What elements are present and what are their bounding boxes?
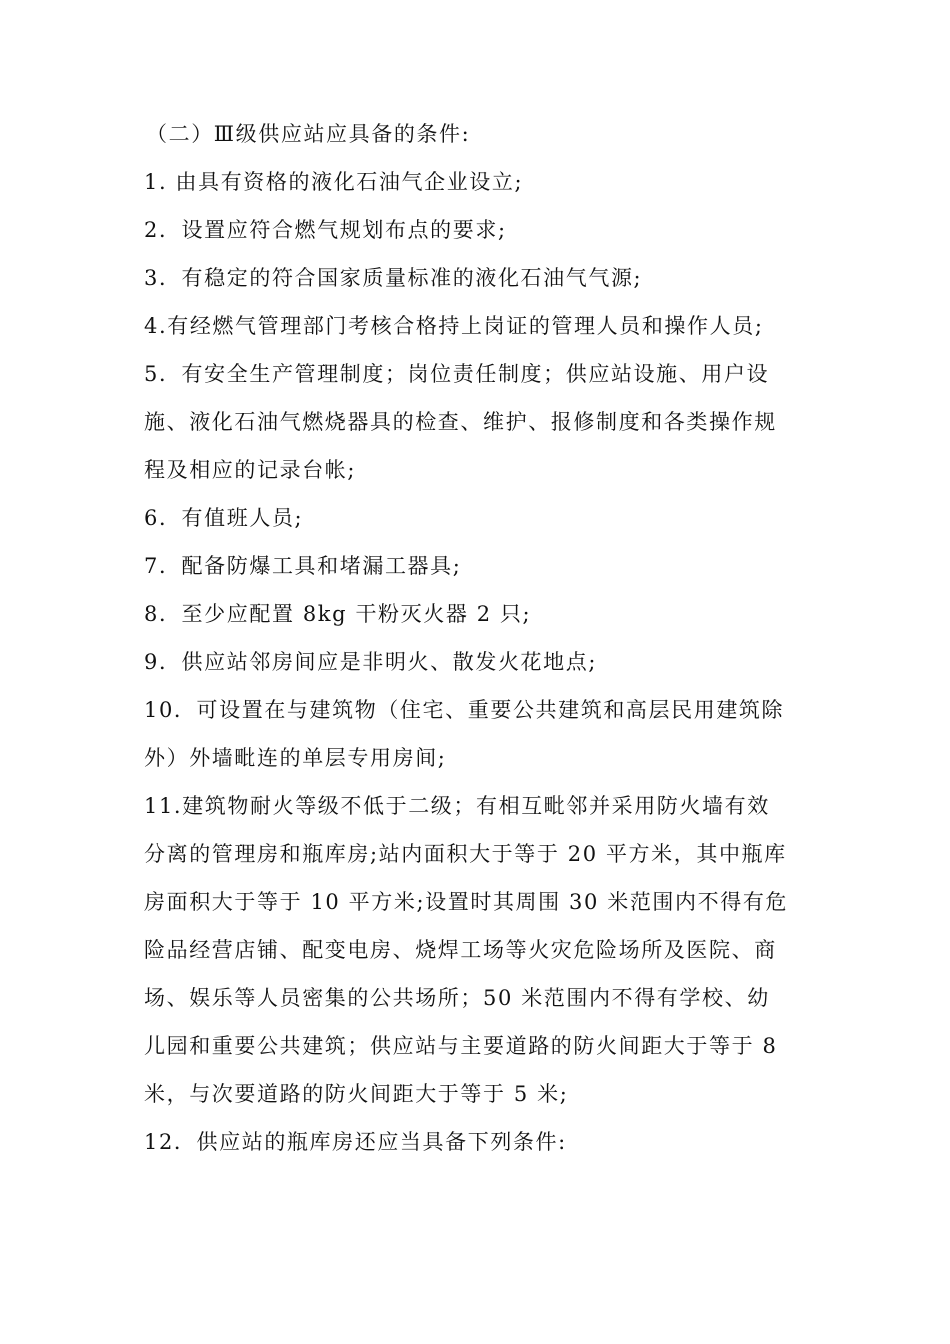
document-body [144, 110, 810, 1166]
condition-11-line-2: 分离的管理房和瓶库房;站内面积大于等于 20 平方米，其中瓶库 [144, 842, 787, 866]
condition-10-line-1: 10．可设置在与建筑物（住宅、重要公共建筑和高层民用建筑除 [144, 698, 785, 722]
condition-11-line-5: 场、娱乐等人员密集的公共场所；50 米范围内不得有学校、幼 [144, 986, 770, 1010]
condition-8: 8．至少应配置 8kg 干粉灭火器 2 只; [144, 602, 532, 626]
section-heading: （二）Ⅲ级供应站应具备的条件: [146, 122, 471, 146]
condition-3: 3．有稳定的符合国家质量标准的液化石油气气源; [144, 266, 643, 290]
condition-2: 2．设置应符合燃气规划布点的要求; [144, 218, 507, 242]
condition-11-line-4: 险品经营店铺、配变电房、烧焊工场等火灾危险场所及医院、商 [144, 938, 777, 962]
condition-11-line-1: 11.建筑物耐火等级不低于二级；有相互毗邻并采用防火墙有效 [144, 794, 770, 818]
condition-7: 7．配备防爆工具和堵漏工器具; [144, 554, 462, 578]
condition-11-line-7: 米，与次要道路的防火间距大于等于 5 米; [144, 1082, 569, 1106]
condition-10-line-2: 外）外墙毗连的单层专用房间; [144, 746, 447, 770]
condition-5-line-1: 5．有安全生产管理制度；岗位责任制度；供应站设施、用户设 [144, 362, 770, 386]
condition-9: 9．供应站邻房间应是非明火、散发火花地点; [144, 650, 598, 674]
condition-4: 4.有经燃气管理部门考核合格持上岗证的管理人员和操作人员; [144, 314, 764, 338]
condition-6: 6．有值班人员; [144, 506, 304, 530]
condition-11-line-3: 房面积大于等于 10 平方米;设置时其周围 30 米范围内不得有危 [144, 890, 789, 914]
condition-5-line-3: 程及相应的记录台帐; [144, 458, 357, 482]
condition-5-line-2: 施、液化石油气燃烧器具的检查、维护、报修制度和各类操作规 [144, 410, 777, 434]
condition-1: 1. 由具有资格的液化石油气企业设立; [144, 170, 524, 194]
condition-12: 12．供应站的瓶库房还应当具备下列条件: [144, 1130, 567, 1154]
condition-11-line-6: 儿园和重要公共建筑；供应站与主要道路的防火间距大于等于 8 [144, 1034, 778, 1058]
